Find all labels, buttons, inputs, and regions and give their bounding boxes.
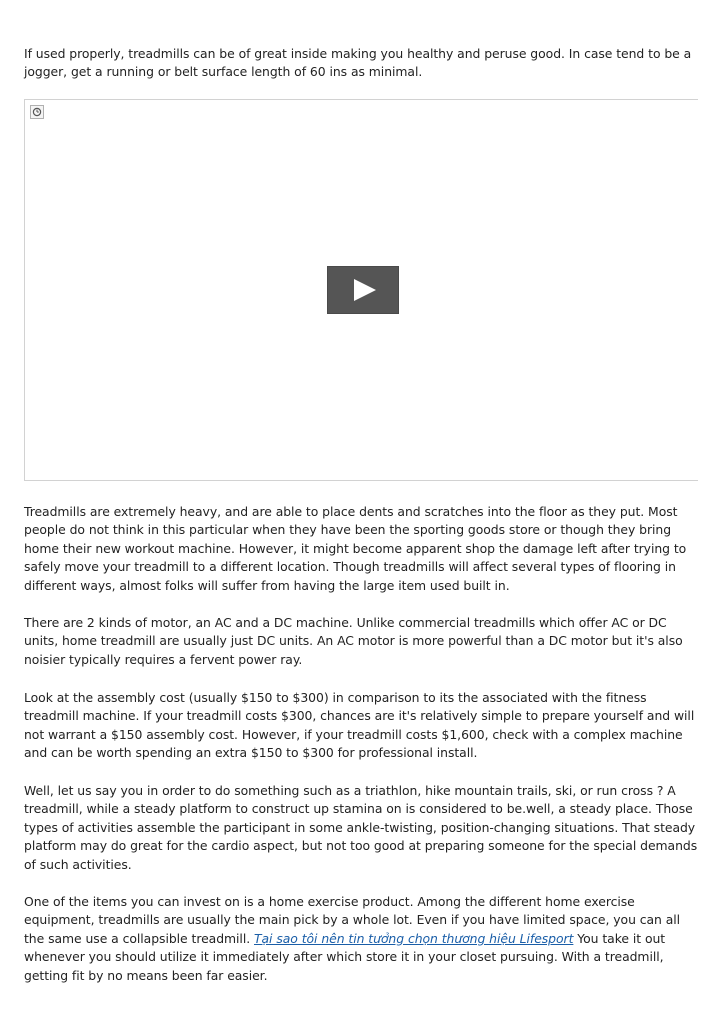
paragraph-home-exercise [24,893,700,985]
paragraph-assembly-cost: Look at the assembly cost (usually $150 to $300) in comparison to its the associated with the fitness treadmill machine. If your treadmill costs $300, chances are it's relatively simple to prepare yourself and will not warrant a $150 assembly cost. However, if your treadmill costs $1,600, check with a complex machine and can be worth spending an extra $150 to $300 for professional install. [24,690,695,761]
video-embed[interactable] [24,99,698,481]
paragraph-floor-damage: Treadmills are extremely heavy, and are able to place dents and scratches into the floor as they put. Most people do not think in this particular when they have been the sporting goods store or though they bring home their new workout machine. However, it might become apparent shop the damage left after trying to safely move your treadmill to a different location. Though treadmills will affect several types of flooring in different ways, almost folks will suffer from having the large item used built in. [24,504,687,593]
play-icon [354,279,376,301]
lifesport-link[interactable]: Tại sao tôi nên tin tưởng chọn thương hiệu Lifesport [254,930,574,946]
paragraph-triathlon: Well, let us say you in order to do something such as a triathlon, hike mountain trails, ski, or run cross ? A treadmill, while a steady platform to construct up stamina on is considered to be.well, a steady place. Those types of activities assemble the participant in some ankle-twisting, position-changing situations. That steady platform may do great for the cardio aspect, but not too good at preparing someone for the special demands of such activities. [24,783,698,872]
broken-plugin-icon [30,105,44,119]
paragraph-intro: If used properly, treadmills can be of great inside making you healthy and peruse good. In case tend to be a jogger, get a running or belt surface length of 60 ins as minimal. [24,46,692,80]
paragraph-home-exercise-start: One of the items you can invest on is a home exercise product. Among the different home exercise equipment, treadmills are usually the main pick by a whole lot. Even if you have limited space, you can all the same use a collapsible treadmill. [24,894,681,946]
play-button[interactable] [327,266,399,314]
paragraph-home-exercise-end: You take it out whenever you should utilize it immediately after which store it in your closet pursuing. With a treadmill, getting fit by no means been far easier. [24,930,666,983]
paragraph-motor-types: There are 2 kinds of motor, an AC and a DC machine. Unlike commercial treadmills which offer AC or DC units, home treadmill are usually just DC units. An AC motor is more powerful than a DC motor but it's also noisier typically requires a fervent power ray. [24,615,683,667]
